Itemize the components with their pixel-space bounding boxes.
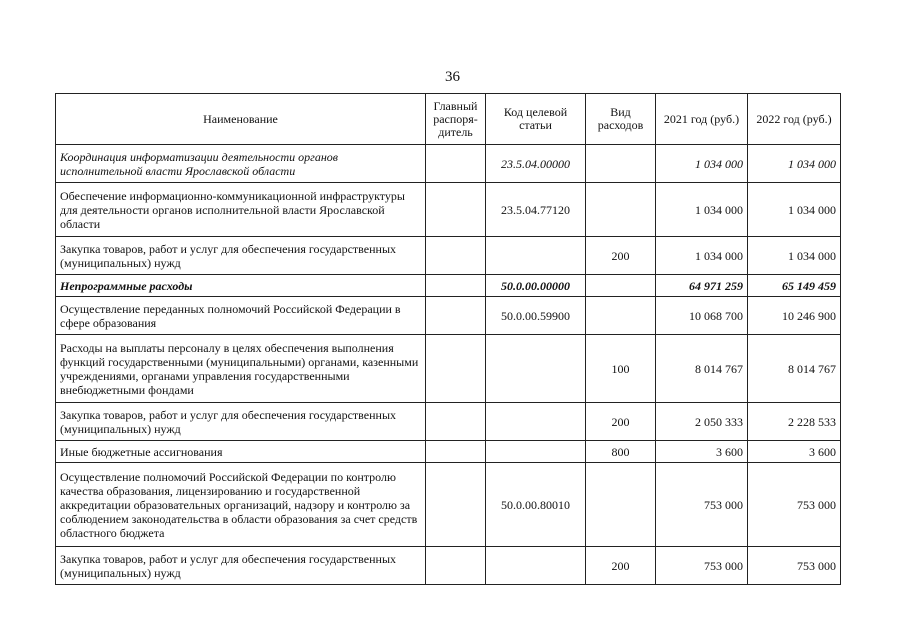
table-row: [56, 441, 841, 463]
cell-code: 50.0.00.59900: [486, 297, 586, 335]
cell-code: 50.0.00.80010: [486, 463, 586, 547]
cell-code: [486, 335, 586, 403]
cell-code: [486, 237, 586, 275]
cell-2022: 65 149 459: [748, 275, 841, 297]
table-row: [56, 403, 841, 441]
cell-2021: 1 034 000: [656, 183, 748, 237]
cell-admin: [426, 547, 486, 585]
cell-name: Обеспечение информационно-коммуникационной инфраструктуры для деятельности органов исполнительной власти Ярославской области: [56, 183, 426, 237]
cell-2022: 753 000: [748, 547, 841, 585]
cell-2021: 753 000: [656, 547, 748, 585]
table-row: [56, 297, 841, 335]
table-row: [56, 463, 841, 547]
cell-expense-type: [586, 297, 656, 335]
cell-code: [486, 441, 586, 463]
cell-name: Закупка товаров, работ и услуг для обеспечения государственных (муниципальных) нужд: [56, 403, 426, 441]
cell-name: Расходы на выплаты персоналу в целях обеспечения выполнения функций государственными (муниципальными) органами, казенными учреждениями, органами управления государственными внебюджетными фондами: [56, 335, 426, 403]
cell-admin: [426, 297, 486, 335]
cell-name: Иные бюджетные ассигнования: [56, 441, 426, 463]
page-number: 36: [445, 69, 460, 85]
table-body: [56, 145, 841, 585]
cell-expense-type: [586, 145, 656, 183]
cell-name: Осуществление переданных полномочий Российской Федерации в сфере образования: [56, 297, 426, 335]
cell-admin: [426, 145, 486, 183]
cell-name: Координация информатизации деятельности органов исполнительной власти Ярославской области: [56, 145, 426, 183]
header-admin: Главный распоря-дитель: [426, 94, 486, 145]
cell-name: Осуществление полномочий Российской Федерации по контролю качества образования, лицензированию и государственной аккредитации образовательных организаций, надзору и контролю за соблюдением законодательства в области образования за счет средств областного бюджета: [56, 463, 426, 547]
table-row: [56, 335, 841, 403]
cell-code: [486, 403, 586, 441]
cell-2021: 2 050 333: [656, 403, 748, 441]
cell-expense-type: 200: [586, 547, 656, 585]
cell-2021: 1 034 000: [656, 237, 748, 275]
cell-2022: 1 034 000: [748, 237, 841, 275]
header-year-2021: 2021 год (руб.): [656, 94, 748, 145]
cell-expense-type: [586, 183, 656, 237]
cell-admin: [426, 183, 486, 237]
header-expense-type: Вид расходов: [586, 94, 656, 145]
table-row: [56, 183, 841, 237]
cell-2022: 1 034 000: [748, 183, 841, 237]
cell-2022: 8 014 767: [748, 335, 841, 403]
cell-admin: [426, 275, 486, 297]
cell-code: 50.0.00.00000: [486, 275, 586, 297]
budget-table: [55, 93, 841, 585]
table-row: [56, 145, 841, 183]
cell-2021: 753 000: [656, 463, 748, 547]
cell-name: Закупка товаров, работ и услуг для обеспечения государственных (муниципальных) нужд: [56, 547, 426, 585]
cell-code: 23.5.04.77120: [486, 183, 586, 237]
cell-admin: [426, 403, 486, 441]
cell-2022: 753 000: [748, 463, 841, 547]
cell-admin: [426, 237, 486, 275]
cell-expense-type: 800: [586, 441, 656, 463]
header-code: Код целевой статьи: [486, 94, 586, 145]
header-name: Наименование: [56, 94, 426, 145]
cell-expense-type: 200: [586, 403, 656, 441]
cell-expense-type: [586, 463, 656, 547]
cell-expense-type: [586, 275, 656, 297]
cell-admin: [426, 463, 486, 547]
table-row: [56, 275, 841, 297]
cell-expense-type: 200: [586, 237, 656, 275]
table-row: [56, 547, 841, 585]
cell-2022: 3 600: [748, 441, 841, 463]
cell-2022: 2 228 533: [748, 403, 841, 441]
cell-2022: 10 246 900: [748, 297, 841, 335]
cell-name: Закупка товаров, работ и услуг для обеспечения государственных (муниципальных) нужд: [56, 237, 426, 275]
cell-2021: 10 068 700: [656, 297, 748, 335]
cell-name: Непрограммные расходы: [56, 275, 426, 297]
cell-code: [486, 547, 586, 585]
cell-2021: 64 971 259: [656, 275, 748, 297]
cell-2021: 8 014 767: [656, 335, 748, 403]
cell-2021: 3 600: [656, 441, 748, 463]
table-header-row: [56, 94, 841, 145]
header-year-2022: 2022 год (руб.): [748, 94, 841, 145]
cell-2022: 1 034 000: [748, 145, 841, 183]
cell-admin: [426, 441, 486, 463]
cell-admin: [426, 335, 486, 403]
cell-expense-type: 100: [586, 335, 656, 403]
table-row: [56, 237, 841, 275]
cell-code: 23.5.04.00000: [486, 145, 586, 183]
cell-2021: 1 034 000: [656, 145, 748, 183]
